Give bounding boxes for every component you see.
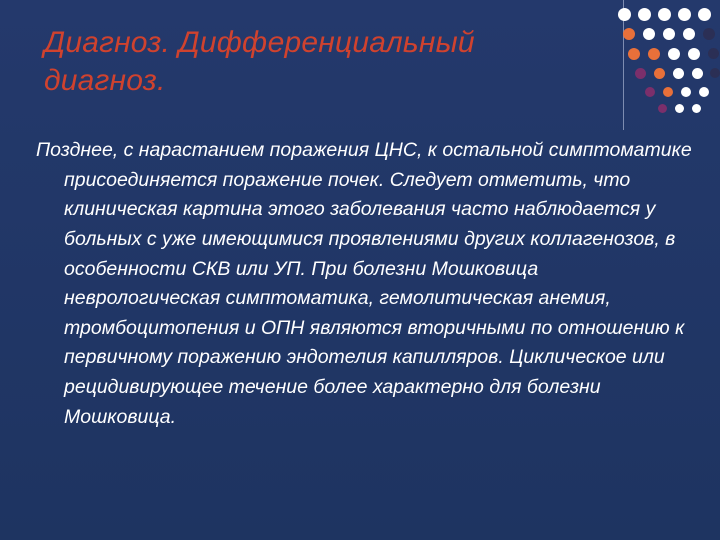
deco-dot bbox=[683, 28, 695, 40]
deco-dot bbox=[692, 68, 703, 79]
deco-dot bbox=[699, 87, 709, 97]
deco-dot bbox=[678, 8, 691, 21]
slide-body bbox=[36, 136, 696, 432]
deco-dot bbox=[710, 68, 720, 78]
deco-dot bbox=[628, 48, 640, 60]
deco-dot bbox=[708, 48, 719, 59]
deco-dot bbox=[698, 8, 711, 21]
deco-dot bbox=[645, 87, 655, 97]
deco-dot bbox=[673, 68, 684, 79]
deco-dot bbox=[638, 8, 651, 21]
deco-dot bbox=[703, 28, 715, 40]
deco-dot bbox=[688, 48, 700, 60]
deco-dot bbox=[658, 8, 671, 21]
deco-dot bbox=[643, 28, 655, 40]
deco-dot bbox=[681, 87, 691, 97]
decorative-dot-cluster bbox=[590, 0, 720, 130]
deco-dot bbox=[658, 104, 667, 113]
deco-dot bbox=[692, 104, 701, 113]
deco-dot bbox=[663, 28, 675, 40]
page-title: Диагноз. Дифференциальный диагноз. bbox=[44, 26, 475, 97]
body-paragraph: Позднее, с нарастанием поражения ЦНС, к остальной симптоматике присоединяется поражение почек. Следует отметить, что клиническая картина этого заболевания часто наблюдается у больных с уже имеющимися проявлениями других коллагенозов, в особенности СКВ или УП. При болезни Мошковица неврологическая симптоматика, гемолитическая анемия, тромбоцитопения и ОПН являются вторичными по отношению к первичному поражению эндотелия капилляров. Циклическое или рецидивирующее течение более характерно для болезни Мошковица. bbox=[36, 139, 692, 428]
deco-dot bbox=[654, 68, 665, 79]
deco-dot bbox=[618, 8, 631, 21]
deco-dot bbox=[663, 87, 673, 97]
deco-dot bbox=[648, 48, 660, 60]
deco-dot bbox=[668, 48, 680, 60]
deco-dot bbox=[635, 68, 646, 79]
deco-dot bbox=[623, 28, 635, 40]
deco-dot bbox=[675, 104, 684, 113]
